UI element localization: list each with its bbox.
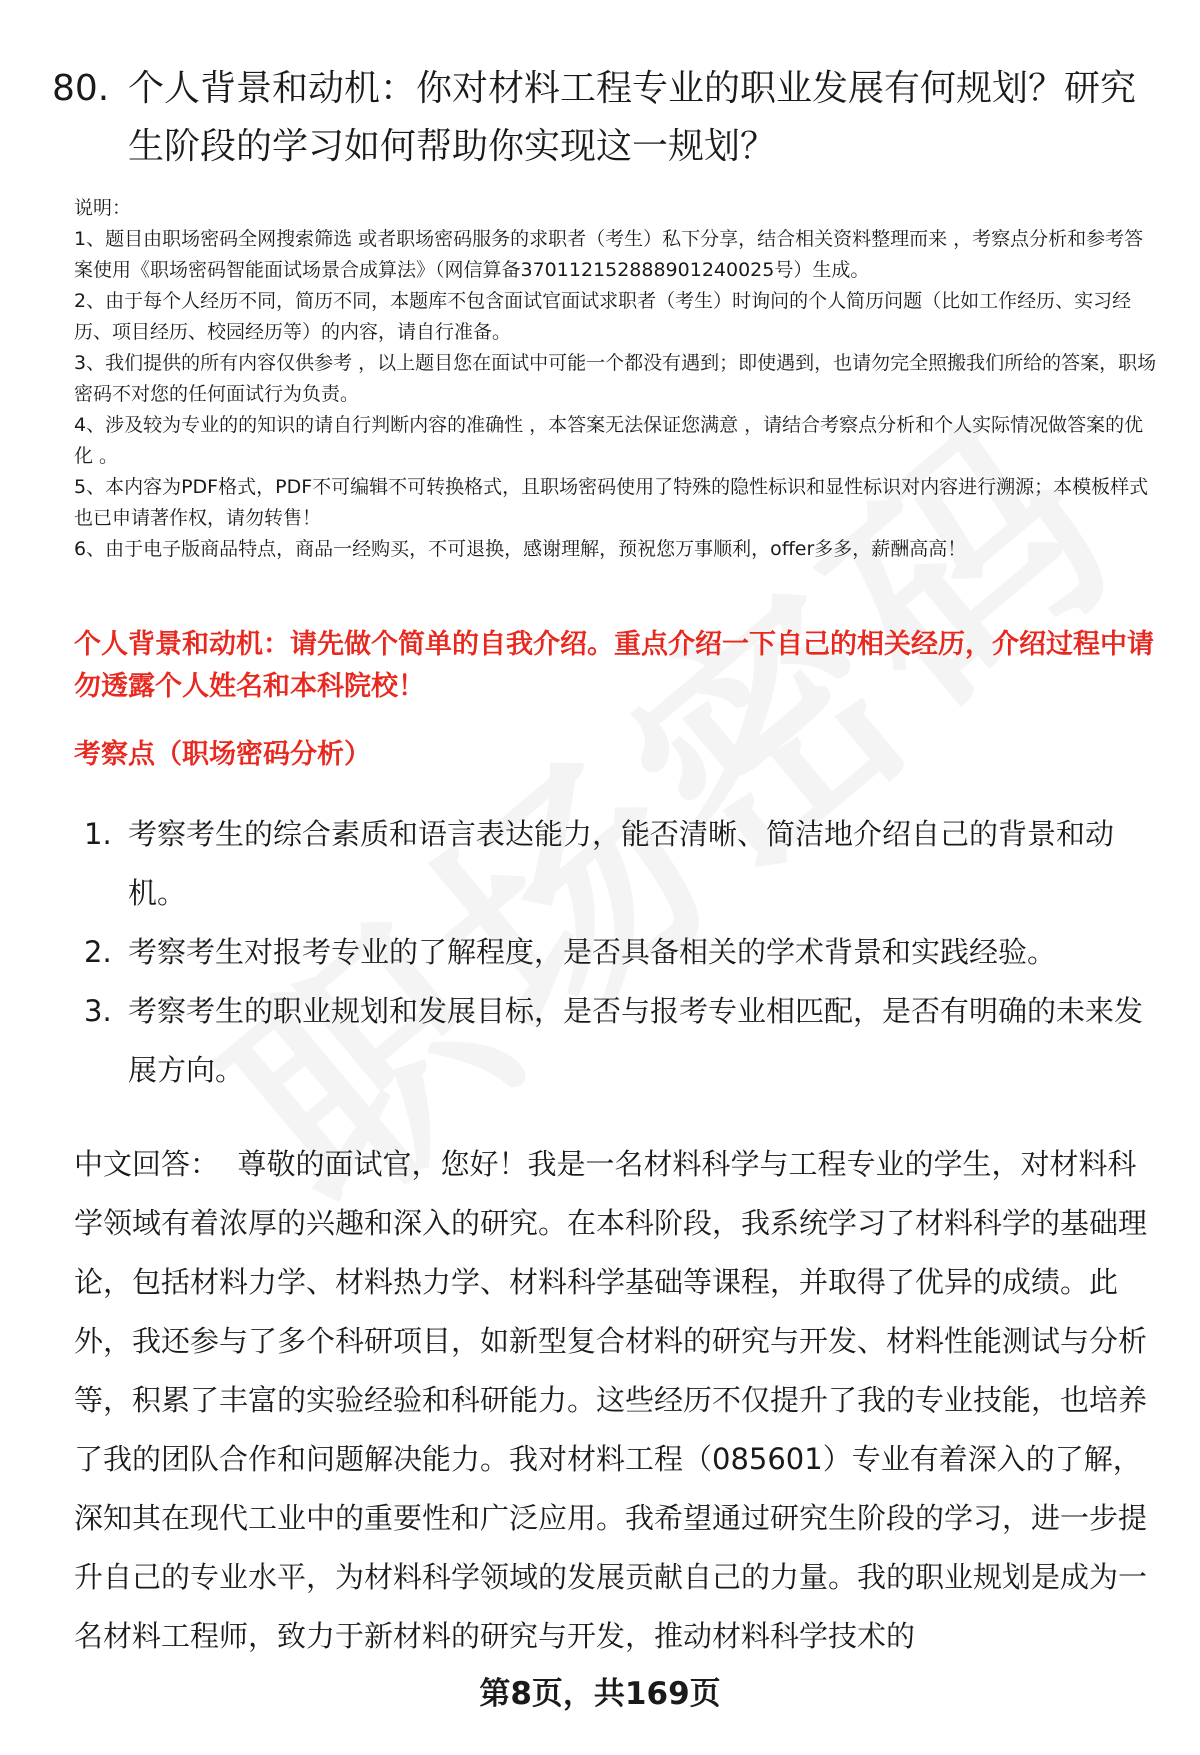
list-item: [84, 923, 1160, 982]
note-item: 6、由于电子版商品特点，商品一经购买，不可退换，感谢理解，预祝您万事顺利，offer多多，薪酬高高！: [74, 538, 967, 560]
note-item: 5、本内容为PDF格式，PDF不可编辑不可转换格式，且职场密码使用了特殊的隐性标识和显性标识对内容进行溯源；本模板样式也已申请著作权，请勿转售！: [74, 476, 1149, 529]
note-item: 2、由于每个人经历不同，简历不同，本题库不包含面试官面试求职者（考生）时询问的个人简历问题（比如工作经历、实习经历、项目经历、校园经历等）的内容，请自行准备。: [74, 290, 1132, 343]
list-item-text: 考察考生的职业规划和发展目标，是否与报考专业相匹配，是否有明确的未来发展方向。: [128, 994, 1144, 1087]
list-item: [84, 805, 1160, 923]
notes-title: 说明：: [74, 197, 132, 219]
answer-text: 尊敬的面试官，您好！我是一名材料科学与工程专业的学生，对材料科学领域有着浓厚的兴趣和深入的研究。在本科阶段，我系统学习了材料科学的基础理论，包括材料力学、材料热力学、材料科学基础等课程，并取得了优异的成绩。此外，我还参与了多个科研项目，如新型复合材料的研究与开发、材料性能测试与分析等，积累了丰富的实验经验和科研能力。这些经历不仅提升了我的专业技能，也培养了我的团队合作和问题解决能力。我对材料工程（085601）专业有着深入的了解，深知其在现代工业中的重要性和广泛应用。我希望通过研究生阶段的学习，进一步提升自己的专业水平，为材料科学领域的发展贡献自己的力量。我的职业规划是成为一名材料工程师，致力于新材料的研究与开发，推动材料科学技术的: [74, 1147, 1148, 1653]
list-item-text: 考察考生对报考专业的了解程度，是否具备相关的学术背景和实践经验。: [128, 935, 1057, 969]
analysis-points-list: [84, 805, 1160, 1100]
list-item: [84, 982, 1160, 1100]
note-item: 3、我们提供的所有内容仅供参考 ，以上题目您在面试中可能一个都没有遇到；即使遇到，也请勿完全照搬我们所给的答案，职场密码不对您的任何面试行为负责。: [74, 352, 1157, 405]
analysis-section-title: 考察点（职场密码分析）: [74, 739, 371, 770]
sub-question-heading: 个人背景和动机：请先做个简单的自我介绍。重点介绍一下自己的相关经历，介绍过程中请勿透露个人姓名和本科院校！: [74, 629, 1154, 702]
list-item-number: 1.: [84, 817, 112, 851]
question-title: [52, 60, 1152, 176]
question-number: 80.: [52, 68, 110, 109]
note-item: 1、题目由职场密码全网搜索筛选 或者职场密码服务的求职者（考生）私下分享，结合相关资料整理而来 ，考察点分析和参考答案使用《职场密码智能面试场景合成算法》（网信算备370112152888901240025号）生成。: [74, 228, 1144, 281]
list-item-text: 考察考生的综合素质和语言表达能力，能否清晰、简洁地介绍自己的背景和动机。: [128, 817, 1115, 910]
notes-block: [74, 193, 1160, 565]
question-text: 个人背景和动机：你对材料工程专业的职业发展有何规划？研究生阶段的学习如何帮助你实现这一规划？: [128, 68, 1137, 167]
list-item-number: 3.: [84, 994, 112, 1028]
answer-paragraph: [74, 1135, 1160, 1666]
page-footer: 第8页，共169页: [479, 1676, 721, 1712]
answer-label: 中文回答：: [74, 1147, 220, 1181]
note-item: 4、涉及较为专业的的知识的请自行判断内容的准确性 ，本答案无法保证您满意 ，请结合考察点分析和个人实际情况做答案的优化 。: [74, 414, 1144, 467]
list-item-number: 2.: [84, 935, 112, 969]
